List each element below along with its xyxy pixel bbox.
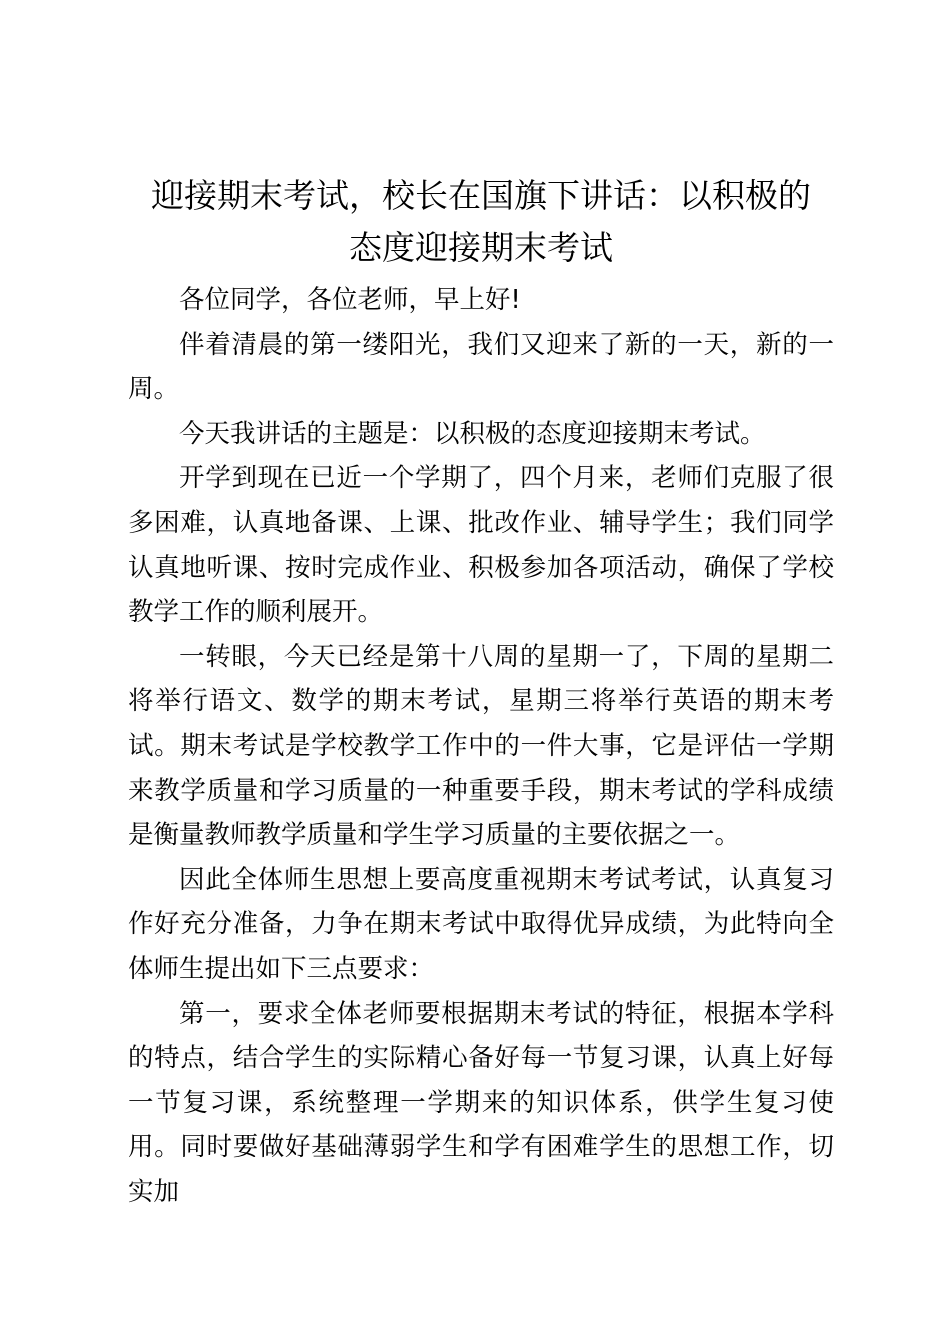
topic-paragraph: 今天我讲话的主题是：以积极的态度迎接期末考试。 [179,418,766,449]
semester-review-paragraph: 开学到现在已近一个学期了，四个月来，老师们克服了很多困难，认真地备课、上课、批改作业、辅导学生；我们同学认真地听课、按时完成作业、积极参加各项活动，确保了学校教学工作的顺利展开。 [128,463,834,628]
requirements-intro-paragraph: 因此全体师生思想上要高度重视期末考试考试，认真复习作好充分准备，力争在期末考试中取得优异成绩，为此特向全体师生提出如下三点要求： [128,864,834,984]
title-line-2: 态度迎接期末考试 [349,228,613,267]
exam-schedule-paragraph: 一转眼，今天已经是第十八周的星期一了，下周的星期二将举行语文、数学的期末考试，星期三将举行英语的期末考试。期末考试是学校教学工作中的一件大事，它是评估一学期来教学质量和学习质量的一种重要手段，期末考试的学科成绩是衡量教师教学质量和学生学习质量的主要依据之一。 [128,641,834,851]
document-body [128,278,834,1214]
document-title [128,170,834,274]
title-line-1: 迎接期末考试，校长在国旗下讲话：以积极的 [151,176,811,215]
greeting-paragraph: 各位同学，各位老师，早上好! [179,285,521,315]
first-requirement-paragraph: 第一，要求全体老师要根据期末考试的特征，根据本学科的特点，结合学生的实际精心备好每一节复习课，认真上好每一节复习课，系统整理一学期来的知识体系，供学生复习使用。同时要做好基础薄弱学生和学有困难学生的思想工作，切实加 [128,998,834,1207]
document-content [128,170,834,1214]
opening-paragraph: 伴着清晨的第一缕阳光，我们又迎来了新的一天，新的一周。 [128,329,834,405]
